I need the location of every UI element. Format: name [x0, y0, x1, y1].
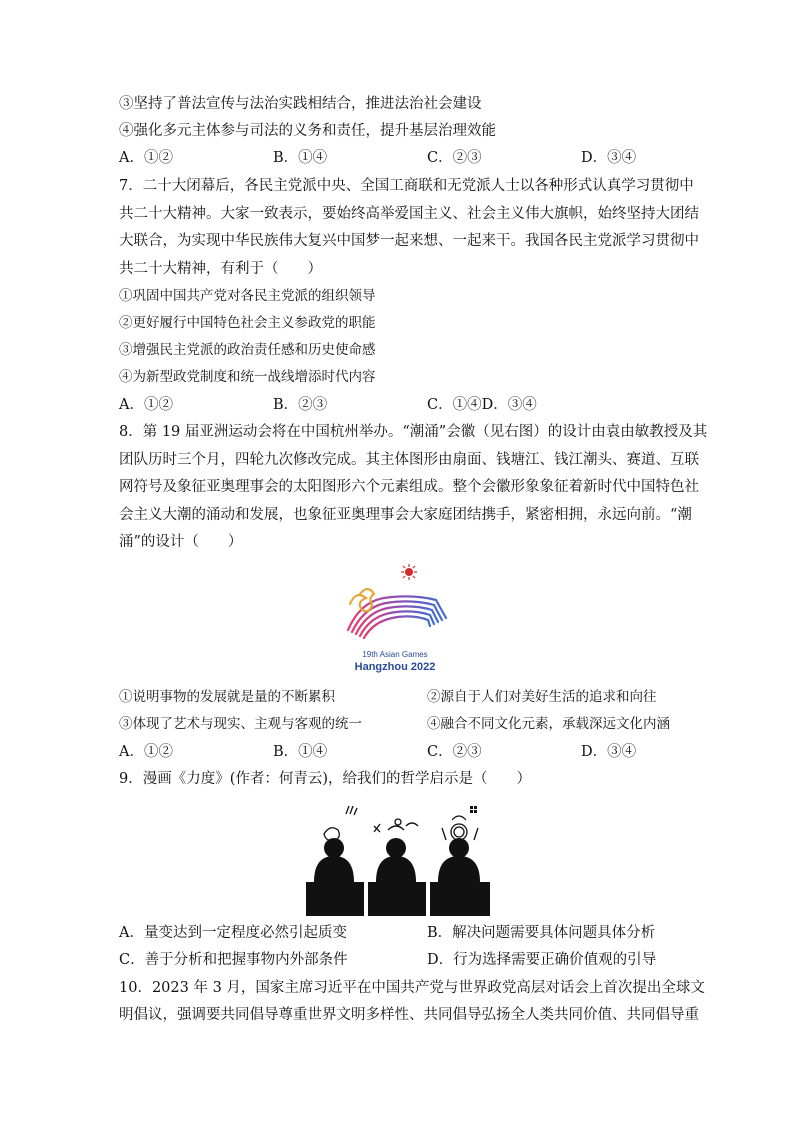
q9-choice-c[interactable]: C．善于分析和把握事物内外部条件 [119, 952, 348, 968]
q7-choice-a[interactable]: A．①② [119, 397, 173, 413]
cartoon-image [302, 800, 494, 918]
q8-option-1: ①说明事物的发展就是量的不断累积 [119, 689, 335, 705]
q8-option-2: ②源自于人们对美好生活的追求和向往 [427, 689, 657, 705]
q8-stem-line: 会主义大潮的涌动和发展，也象征亚奥理事会大家庭团结携手，紧密相拥，永远向前。“潮 [119, 507, 692, 523]
q8-option-4: ④融合不同文化元素，承载深远文化内涵 [427, 716, 670, 732]
q8-choice-b[interactable]: B．①④ [273, 744, 328, 760]
q8-stem-line: 涌”的设计（ ） [119, 534, 243, 550]
q8-stem-line: 网符号及象征亚奥理事会的太阳图形六个元素组成。整个会徽形象象征着新时代中国特色社 [119, 479, 699, 495]
q6-choice-d[interactable]: D．③④ [581, 150, 637, 166]
q6-option-4: ④强化多元主体参与司法的义务和责任，提升基层治理效能 [119, 123, 496, 139]
q8-option-3: ③体现了艺术与现实、主观与客观的统一 [119, 716, 362, 732]
q7-option-2: ②更好履行中国特色社会主义参政党的职能 [119, 315, 376, 331]
q7-option-3: ③增强民主党派的政治责任感和历史使命感 [119, 342, 376, 358]
q10-stem-line: 10．2023 年 3 月，国家主席习近平在中国共产党与世界政党高层对话会上首次提出全球文 [119, 980, 705, 996]
sun-icon [401, 564, 417, 580]
q8-stem-line: 团队历时三个月，四轮九次修改完成。其主体图形由扇面、钱塘江、钱江潮头、赛道、互联 [119, 452, 699, 468]
q8-choice-d[interactable]: D．③④ [581, 744, 637, 760]
q9-choice-b[interactable]: B．解决问题需要具体问题具体分析 [427, 925, 656, 941]
q9-stem: 9．漫画《力度》(作者：何青云)，给我们的哲学启示是（ ） [119, 771, 532, 787]
q8-stem-line: 8．第 19 届亚洲运动会将在中国杭州举办。“潮涌”会徽（见右图）的设计由袁由敏教授及其 [119, 424, 708, 440]
q7-choice-b[interactable]: B．②③ [273, 397, 328, 413]
q6-choice-a[interactable]: A．①② [119, 150, 173, 166]
q7-choice-c-d[interactable]: C．①④D．③④ [427, 397, 537, 413]
q8-choice-c[interactable]: C．②③ [427, 744, 482, 760]
emblem-caption-2: Hangzhou 2022 [354, 661, 436, 673]
q6-choice-b[interactable]: B．①④ [273, 150, 328, 166]
q7-stem-line: 大联合，为实现中华民族伟大复兴中国梦一起来想、一起来干。我国各民主党派学习贯彻中 [119, 233, 699, 249]
q9-choice-a[interactable]: A．量变达到一定程度必然引起质变 [119, 925, 347, 941]
q10-stem-line: 明倡议，强调要共同倡导尊重世界文明多样性、共同倡导弘扬全人类共同价值、共同倡导重 [119, 1007, 699, 1023]
q7-stem-line: 7．二十大闭幕后，各民主党派中央、全国工商联和无党派人士以各种形式认真学习贯彻中 [119, 178, 694, 194]
q7-option-4: ④为新型政党制度和统一战线增添时代内容 [119, 369, 376, 385]
q6-choice-c[interactable]: C．②③ [427, 150, 482, 166]
q9-choice-d[interactable]: D．行为选择需要正确价值观的引导 [427, 952, 657, 968]
asian-games-emblem [336, 560, 454, 678]
q8-choice-a[interactable]: A．①② [119, 744, 173, 760]
emblem-caption-1: 19th Asian Games [362, 650, 428, 659]
q7-stem-line: 共二十大精神。大家一致表示，要始终高举爱国主义、社会主义伟大旗帜，始终坚持大团结 [119, 206, 699, 222]
q7-option-1: ①巩固中国共产党对各民主党派的组织领导 [119, 288, 376, 304]
q7-stem-line: 共二十大精神，有利于（ ） [119, 261, 322, 277]
q6-option-3: ③坚持了普法宣传与法治实践相结合，推进法治社会建设 [119, 96, 482, 112]
